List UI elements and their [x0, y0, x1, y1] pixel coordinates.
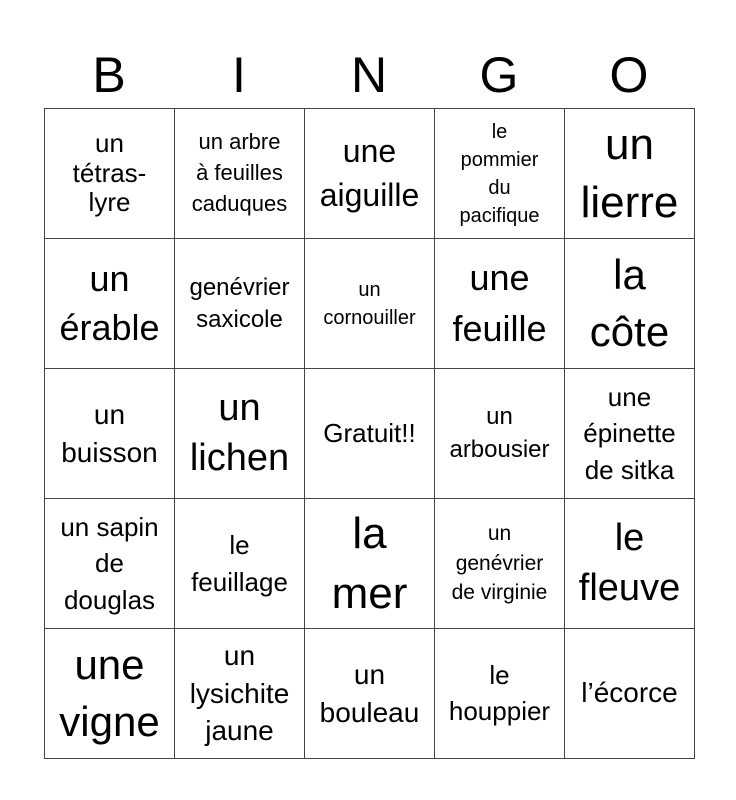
bingo-cell[interactable]: l’écorce	[565, 629, 695, 759]
bingo-cell[interactable]: un tétras- lyre	[45, 109, 175, 239]
header-letter-i: I	[232, 47, 246, 103]
header-letter-b: B	[92, 47, 126, 103]
bingo-cell[interactable]: la mer	[305, 499, 435, 629]
bingo-cell[interactable]: un buisson	[45, 369, 175, 499]
bingo-cell[interactable]: un arbousier	[435, 369, 565, 499]
bingo-cell[interactable]: le fleuve	[565, 499, 695, 629]
bingo-cell[interactable]: un érable	[45, 239, 175, 369]
bingo-cell[interactable]: un arbre à feuilles caduques	[175, 109, 305, 239]
header-letter-n: N	[350, 47, 388, 103]
bingo-cell[interactable]: une aiguille	[305, 109, 435, 239]
bingo-cell[interactable]: un bouleau	[305, 629, 435, 759]
bingo-cell[interactable]: Gratuit!!	[305, 369, 435, 499]
bingo-cell[interactable]: une vigne	[45, 629, 175, 759]
header-letter-g: G	[479, 47, 519, 103]
bingo-cell[interactable]: un lierre	[565, 109, 695, 239]
header-letter-o: O	[609, 47, 649, 103]
bingo-cell[interactable]: le pommier du pacifique	[435, 109, 565, 239]
bingo-grid	[44, 108, 695, 759]
bingo-cell[interactable]: un sapin de douglas	[45, 499, 175, 629]
bingo-cell[interactable]: un lichen	[175, 369, 305, 499]
bingo-cell[interactable]: une feuille	[435, 239, 565, 369]
bingo-cell[interactable]: le feuillage	[175, 499, 305, 629]
bingo-cell[interactable]: un cornouiller	[305, 239, 435, 369]
bingo-cell[interactable]: le houppier	[435, 629, 565, 759]
bingo-cell[interactable]: un genévrier de virginie	[435, 499, 565, 629]
bingo-cell[interactable]: un lysichite jaune	[175, 629, 305, 759]
bingo-header	[44, 45, 694, 105]
bingo-cell[interactable]: genévrier saxicole	[175, 239, 305, 369]
bingo-cell[interactable]: une épinette de sitka	[565, 369, 695, 499]
bingo-cell[interactable]: la côte	[565, 239, 695, 369]
